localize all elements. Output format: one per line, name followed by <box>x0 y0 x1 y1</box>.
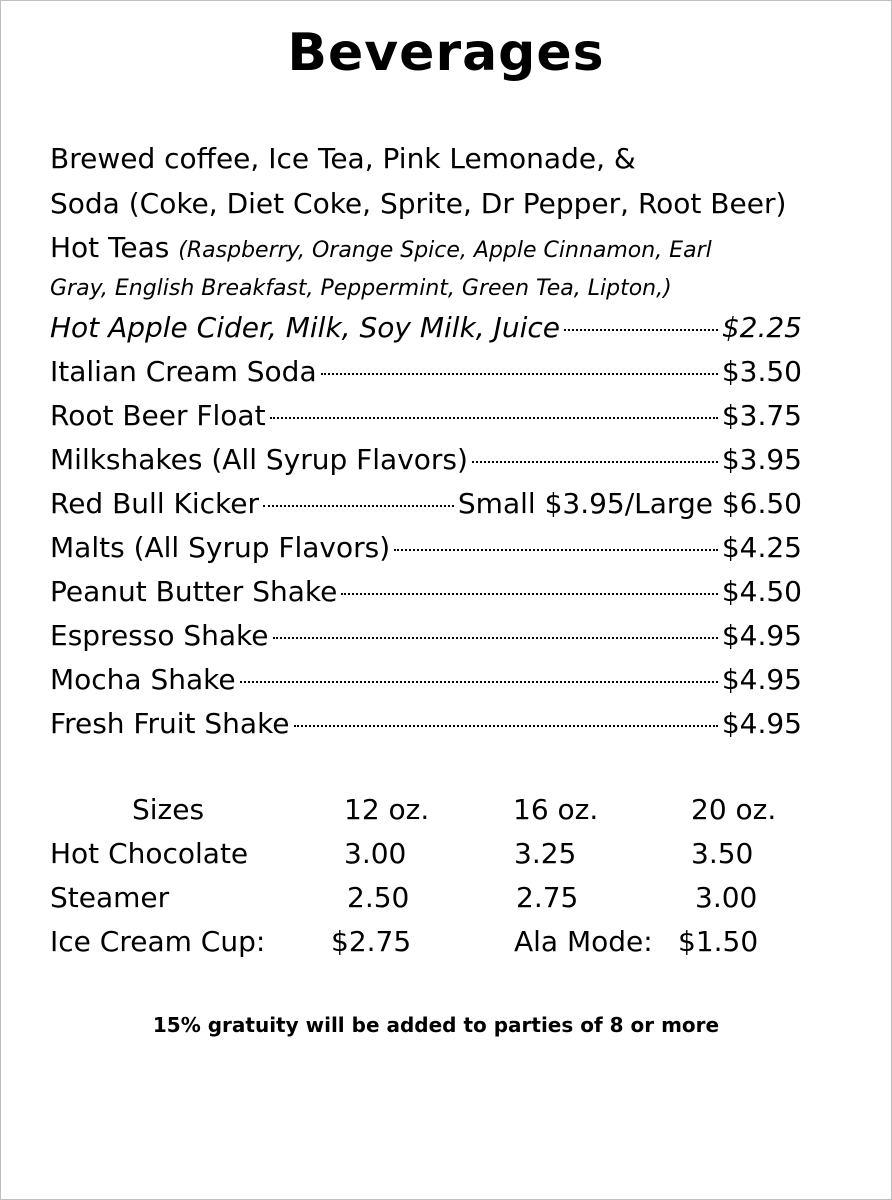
sizes-header-label: Sizes <box>132 793 205 826</box>
dot-leader <box>263 505 454 507</box>
ice-cream-price: $2.75 <box>331 925 412 958</box>
item-name: Milkshakes (All Syrup Flavors) <box>50 443 468 476</box>
menu-item <box>50 355 802 395</box>
item-price: $4.95 <box>721 707 802 740</box>
sizes-row-value: 3.00 <box>695 881 758 914</box>
item-name: Red Bull Kicker <box>50 487 260 520</box>
ala-mode-label: Ala Mode: <box>514 925 653 958</box>
sizes-row-value: 2.50 <box>347 881 410 914</box>
menu-item <box>50 619 802 659</box>
dot-leader <box>564 329 718 331</box>
menu-item <box>50 707 802 747</box>
dot-leader <box>240 681 718 683</box>
item-name: Italian Cream Soda <box>50 355 317 388</box>
item-price: $3.75 <box>721 399 802 432</box>
menu-item <box>50 399 802 439</box>
hot-teas-line <box>50 230 712 269</box>
item-price: $2.25 <box>721 311 802 344</box>
item-name: Mocha Shake <box>50 663 236 696</box>
dot-leader <box>472 461 718 463</box>
menu-item <box>50 575 802 615</box>
dot-leader <box>270 417 718 419</box>
sizes-row-name: Steamer <box>50 881 170 914</box>
item-name: Malts (All Syrup Flavors) <box>50 531 391 564</box>
item-price: $4.95 <box>721 619 802 652</box>
item-price: Small $3.95/Large $6.50 <box>457 487 802 520</box>
ala-mode-price: $1.50 <box>678 925 759 958</box>
item-price: $4.50 <box>721 575 802 608</box>
ice-cream-label: Ice Cream Cup: <box>50 925 266 958</box>
item-price: $4.25 <box>721 531 802 564</box>
item-name: Peanut Butter Shake <box>50 575 338 608</box>
hot-teas-list: (Raspberry, Orange Spice, Apple Cinnamon, Earl <box>178 238 712 263</box>
sizes-row-value: 2.75 <box>516 881 579 914</box>
item-name: Espresso Shake <box>50 619 269 652</box>
intro-line-2: Soda (Coke, Diet Coke, Sprite, Dr Pepper, Root Beer) <box>50 187 787 220</box>
dot-leader <box>273 637 718 639</box>
sizes-row-value: 3.00 <box>344 837 407 870</box>
menu-item <box>50 311 802 351</box>
item-price: $3.50 <box>721 355 802 388</box>
page-title: Beverages <box>287 23 605 83</box>
item-price: $3.95 <box>721 443 802 476</box>
sizes-row-value: 3.50 <box>691 837 754 870</box>
sizes-header-16oz: 16 oz. <box>513 793 599 826</box>
menu-item <box>50 487 802 527</box>
sizes-row-name: Hot Chocolate <box>50 837 249 870</box>
item-name: Hot Apple Cider, Milk, Soy Milk, Juice <box>50 311 560 344</box>
menu-item <box>50 443 802 483</box>
sizes-header-12oz: 12 oz. <box>344 793 430 826</box>
item-name: Root Beer Float <box>50 399 266 432</box>
item-price: $4.95 <box>721 663 802 696</box>
dot-leader <box>294 725 718 727</box>
menu-item <box>50 663 802 703</box>
sizes-row-value: 3.25 <box>514 837 577 870</box>
menu-item <box>50 531 802 571</box>
intro-line-1: Brewed coffee, Ice Tea, Pink Lemonade, & <box>50 142 636 175</box>
sizes-header-20oz: 20 oz. <box>691 793 777 826</box>
hot-teas-label: Hot Teas <box>50 231 170 264</box>
item-name: Fresh Fruit Shake <box>50 707 290 740</box>
gratuity-note: 15% gratuity will be added to parties of 8 or more <box>152 1013 720 1037</box>
hot-teas-list-continued: Gray, English Breakfast, Peppermint, Green Tea, Lipton,) <box>50 276 672 301</box>
dot-leader <box>321 373 718 375</box>
dot-leader <box>394 549 718 551</box>
dot-leader <box>341 593 718 595</box>
